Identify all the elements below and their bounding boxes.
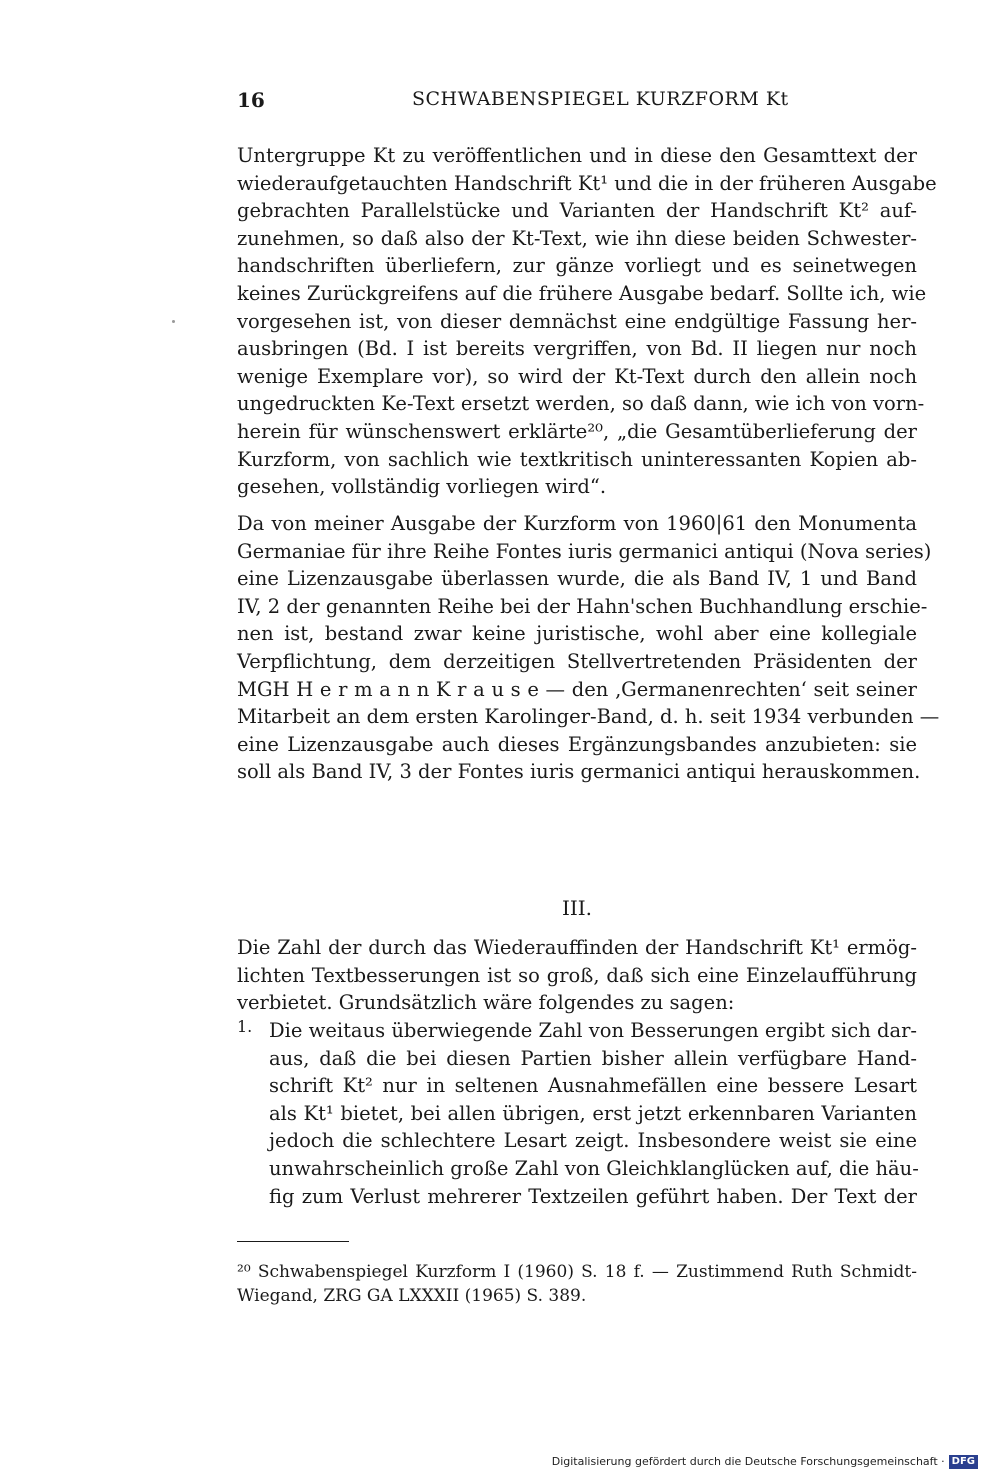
text-line: Da von meiner Ausgabe der Kurzform von 1960|61 den Monumenta bbox=[237, 512, 917, 535]
text-line: herein für wünschenswert erklärte²⁰, „die Gesamtüberlieferung der bbox=[237, 419, 917, 443]
item-number: 1. bbox=[237, 1017, 253, 1036]
text-line: wiederaufgetauchten Handschrift Kt¹ und die in der früheren Ausgabe bbox=[237, 171, 937, 195]
footnote-line: ²⁰ Schwabenspiegel Kurzform I (1960) S. 18 f. — Zustimmend Ruth Schmidt- bbox=[237, 1262, 917, 1282]
running-title: SCHWABENSPIEGEL KURZFORM Kt bbox=[412, 88, 789, 110]
credit-text: Digitalisierung gefördert durch die Deutsche Forschungsgemeinschaft · bbox=[551, 1455, 945, 1468]
text-line: Mitarbeit an dem ersten Karolinger-Band, d. h. seit 1934 verbunden — bbox=[237, 705, 940, 729]
footnote-rule bbox=[237, 1241, 349, 1242]
text-line: eine Lizenzausgabe überlassen wurde, die als Band IV, 1 und Band bbox=[237, 567, 917, 591]
text-line: eine Lizenzausgabe auch dieses Ergänzungsbandes anzubieten: sie bbox=[237, 732, 917, 756]
text-line: keines Zurückgreifens auf die frühere Ausgabe bedarf. Sollte ich, wie bbox=[237, 281, 927, 305]
section-intro bbox=[237, 934, 917, 1017]
dfg-logo-icon: DFG bbox=[949, 1455, 978, 1469]
text-line: IV, 2 der genannten Reihe bei der Hahn'schen Buchhandlung erschie- bbox=[237, 594, 928, 618]
text-line: jedoch die schlechtere Lesart zeigt. Insbesondere weist sie eine bbox=[269, 1129, 917, 1153]
margin-mark bbox=[172, 320, 175, 323]
paragraph-1 bbox=[237, 142, 937, 501]
text-line: Die Zahl der durch das Wiederauffinden der Handschrift Kt¹ ermög- bbox=[237, 936, 917, 959]
text-line: nen ist, bestand zwar keine juristische, wohl aber eine kollegiale bbox=[237, 622, 917, 646]
text-line: gebrachten Parallelstücke und Varianten der Handschrift Kt² auf- bbox=[237, 199, 917, 223]
text-line: verbietet. Grundsätzlich wäre folgendes zu sagen: bbox=[237, 991, 735, 1015]
running-header bbox=[237, 88, 917, 118]
paragraph-2 bbox=[237, 510, 940, 786]
text-line: vorgesehen ist, von dieser demnächst eine endgültige Fassung her- bbox=[237, 309, 917, 333]
text-line: ungedruckten Ke-Text ersetzt werden, so daß dann, wie ich von vorn- bbox=[237, 392, 925, 416]
text-line: Germaniae für ihre Reihe Fontes iuris germanici antiqui (Nova series) bbox=[237, 539, 932, 563]
text-line: wenige Exemplare vor), so wird der Kt-Text durch den allein noch bbox=[237, 364, 917, 388]
text-line: fig zum Verlust mehrerer Textzeilen geführt haben. Der Text der bbox=[269, 1184, 917, 1208]
text-line: soll als Band IV, 3 der Fontes iuris germanici antiqui herauskommen. bbox=[237, 760, 921, 784]
text-line: Die weitaus überwiegende Zahl von Besserungen ergibt sich dar- bbox=[269, 1019, 917, 1042]
text-line: handschriften überliefern, zur gänze vorliegt und es seinetwegen bbox=[237, 254, 917, 278]
text-line: als Kt¹ bietet, bei allen übrigen, erst jetzt erkennbaren Varianten bbox=[269, 1101, 917, 1125]
text-line: zunehmen, so daß also der Kt-Text, wie ihn diese beiden Schwester- bbox=[237, 226, 917, 250]
section-heading: III. bbox=[561, 896, 593, 920]
text-line: schrift Kt² nur in seltenen Ausnahmefällen eine bessere Lesart bbox=[269, 1074, 917, 1098]
text-line: MGH H e r m a n n K r a u s e — den ‚Germanenrechten‘ seit seiner bbox=[237, 677, 917, 701]
text-line: aus, daß die bei diesen Partien bisher allein verfügbare Hand- bbox=[269, 1046, 917, 1070]
digitization-credit bbox=[552, 1454, 978, 1470]
text-line: ausbringen (Bd. I ist bereits vergriffen, von Bd. II liegen nur noch bbox=[237, 337, 917, 361]
text-line: unwahrscheinlich große Zahl von Gleichklanglücken auf, die häu- bbox=[269, 1156, 919, 1180]
footnote-line: Wiegand, ZRG GA LXXXII (1965) S. 389. bbox=[237, 1286, 587, 1306]
text-line: lichten Textbesserungen ist so groß, daß sich eine Einzelaufführung bbox=[237, 963, 917, 987]
text-line: Kurzform, von sachlich wie textkritisch uninteressanten Kopien ab- bbox=[237, 447, 917, 471]
page-number: 16 bbox=[237, 88, 265, 112]
text-line: gesehen, vollständig vorliegen wird“. bbox=[237, 475, 607, 499]
footnote bbox=[237, 1260, 917, 1308]
text-line: Untergruppe Kt zu veröffentlichen und in diese den Gesamttext der bbox=[237, 144, 917, 167]
text-line: Verpflichtung, dem derzeitigen Stellvertretenden Präsidenten der bbox=[237, 649, 917, 673]
numbered-item-1 bbox=[237, 1017, 917, 1210]
